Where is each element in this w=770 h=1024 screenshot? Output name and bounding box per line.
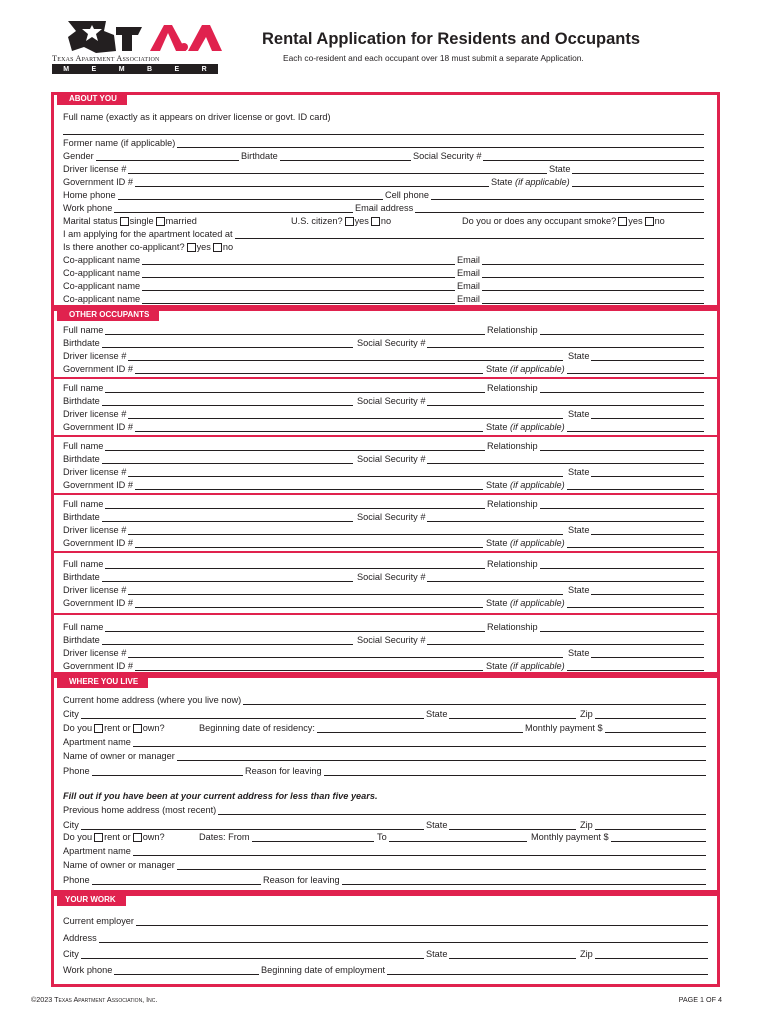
field-label: Apartment name (63, 846, 131, 856)
occupant-birthdate-field[interactable] (63, 571, 353, 583)
monthly-payment-field[interactable] (525, 722, 706, 734)
work-phone-field[interactable] (63, 202, 353, 214)
email-address-field[interactable] (355, 202, 704, 214)
gov-id-state-field[interactable] (491, 176, 704, 188)
if-applicable-note: (if applicable) (510, 598, 565, 608)
field-label: State (426, 709, 448, 719)
coapplicant-name-field[interactable] (63, 280, 455, 292)
other-occupants-section (51, 308, 720, 675)
logo-text: Texas Apartment Association (52, 54, 160, 63)
field-label: State (568, 648, 590, 658)
taa-logo (46, 17, 222, 75)
field-label: Social Security # (357, 572, 426, 582)
about-you-section (51, 92, 720, 308)
field-label: Social Security # (357, 396, 426, 406)
former-name-field[interactable] (63, 137, 704, 149)
field-label: Zip (580, 820, 593, 830)
field-label: City (63, 820, 79, 830)
occupant-government-id-field[interactable] (63, 363, 483, 375)
field-label: City (63, 949, 79, 959)
field-label: State (568, 467, 590, 477)
field-label: Birthdate (63, 338, 100, 348)
logo-letter: B (147, 65, 153, 73)
prev-owner-manager-field[interactable] (63, 859, 706, 871)
rent-label: rent or (104, 723, 131, 733)
occupant-driver-license-field[interactable] (63, 524, 563, 536)
field-label: Driver license # (63, 585, 127, 595)
driver-license-field[interactable] (63, 163, 547, 175)
current-address-field[interactable] (63, 694, 706, 706)
field-label: State (568, 585, 590, 595)
occupant-driver-license-field[interactable] (63, 647, 563, 659)
occupant-dl-state-field[interactable] (568, 524, 704, 536)
occupant-birthdate-field[interactable] (63, 337, 353, 349)
occupant-gov-id-state-field[interactable] (486, 363, 704, 375)
field-label: Driver license # (63, 351, 127, 361)
field-label: Previous home address (most recent) (63, 805, 217, 815)
occupant-driver-license-field[interactable] (63, 584, 563, 596)
field-label: Home phone (63, 190, 116, 200)
field-label: Full name (63, 622, 104, 632)
field-label: State (568, 409, 590, 419)
if-applicable-note: (if applicable) (510, 364, 565, 374)
employer-zip-field[interactable] (580, 948, 708, 960)
occupant-divider (51, 551, 720, 553)
occupant-divider (51, 613, 720, 615)
prev-rent-own-group (63, 831, 165, 843)
previous-address-field[interactable] (63, 804, 706, 816)
field-label: Monthly payment $ (525, 723, 603, 733)
field-label: Co-applicant name (63, 255, 141, 265)
field-label: Government ID # (63, 177, 133, 187)
field-label: State (if applicable) (486, 661, 565, 671)
field-label: Address (63, 933, 97, 943)
no-label: no (222, 242, 234, 252)
field-label: Birthdate (63, 512, 100, 522)
field-label: Beginning date of residency: (199, 723, 315, 733)
no-label: no (654, 216, 665, 226)
occupant-full-name-field[interactable] (63, 558, 485, 570)
field-label: Apartment name (63, 737, 131, 747)
field-label: State (549, 164, 571, 174)
occupant-relationship-field[interactable] (487, 440, 704, 452)
field-label: State (if applicable) (491, 177, 570, 187)
field-label: Full name (63, 325, 104, 335)
coapplicant-email-field[interactable] (457, 293, 704, 305)
field-label: Government ID # (63, 422, 133, 432)
if-applicable-note: (if applicable) (510, 661, 565, 671)
prev-state-field[interactable] (426, 819, 576, 831)
field-label: Current employer (63, 916, 134, 926)
field-label: Co-applicant name (63, 268, 141, 278)
home-phone-field[interactable] (63, 189, 383, 201)
beginning-residency-field[interactable] (199, 722, 523, 734)
yes-label: yes (354, 216, 369, 226)
gender-field[interactable] (63, 150, 239, 162)
field-label: Driver license # (63, 525, 127, 535)
field-label: Relationship (487, 499, 538, 509)
own-label: own? (142, 723, 165, 733)
single-label: single (129, 216, 154, 226)
full-name-line[interactable] (63, 124, 704, 136)
occupant-divider (51, 377, 720, 379)
field-label: Social Security # (357, 454, 426, 464)
field-label: Social Security # (357, 635, 426, 645)
field-label: Email (457, 281, 480, 291)
occupant-full-name-field[interactable] (63, 324, 485, 336)
do-you-label: Do you (63, 832, 93, 842)
prev-reason-leaving-field[interactable] (263, 874, 706, 886)
own-label: own? (142, 832, 165, 842)
prev-monthly-payment-field[interactable] (531, 831, 706, 843)
field-label: Email (457, 294, 480, 304)
field-label: State (if applicable) (486, 598, 565, 608)
yes-label: yes (196, 242, 211, 252)
field-label: Phone (63, 766, 90, 776)
do-you-label: Do you (63, 723, 93, 733)
occupant-divider (51, 435, 720, 437)
single-checkbox[interactable] (120, 217, 129, 226)
us-citizen-label: U.S. citizen? (291, 216, 343, 226)
page-subtitle: Each co-resident and each occupant over 18 must submit a separate Application. (283, 53, 584, 63)
full-name-field[interactable] (63, 111, 443, 123)
field-label: Zip (580, 709, 593, 719)
coapplicant-yes-checkbox[interactable] (187, 243, 196, 252)
coapplicant-email-field[interactable] (457, 254, 704, 266)
occupant-driver-license-field[interactable] (63, 350, 563, 362)
field-label: Government ID # (63, 480, 133, 490)
occupant-ssn-field[interactable] (357, 634, 704, 646)
prev-rent-checkbox[interactable] (94, 833, 103, 842)
field-label: Work phone (63, 203, 113, 213)
field-label: City (63, 709, 79, 719)
field-label: Relationship (487, 622, 538, 632)
field-label: Relationship (487, 559, 538, 569)
field-label: Birthdate (241, 151, 278, 161)
smoke-label: Do you or does any occupant smoke? (462, 216, 617, 226)
field-label: Driver license # (63, 467, 127, 477)
employer-state-field[interactable] (426, 948, 576, 960)
no-label: no (380, 216, 392, 226)
another-coapplicant-group (63, 241, 233, 253)
employer-address-field[interactable] (63, 932, 708, 944)
where-you-live-section (51, 675, 720, 893)
field-label: Email address (355, 203, 414, 213)
note-text: Fill out if you have been at your current address for less than five years. (63, 791, 378, 801)
occupant-full-name-field[interactable] (63, 382, 485, 394)
five-years-note (63, 790, 378, 802)
logo-member-bar (52, 64, 218, 74)
citizen-no-checkbox[interactable] (371, 217, 380, 226)
logo-letter: M (63, 65, 70, 73)
apartment-name-field[interactable] (63, 736, 706, 748)
if-applicable-note: (if applicable) (510, 538, 565, 548)
smoke-no-checkbox[interactable] (645, 217, 654, 226)
field-label: Government ID # (63, 598, 133, 608)
coapplicant-name-field[interactable] (63, 293, 455, 305)
field-label: Cell phone (385, 190, 429, 200)
field-label: Social Security # (357, 512, 426, 522)
owner-manager-field[interactable] (63, 750, 706, 762)
city-field[interactable] (63, 708, 424, 720)
logo-letter: E (174, 65, 180, 73)
phone-field[interactable] (63, 765, 243, 777)
coapplicant-name-field[interactable] (63, 254, 455, 266)
field-label: State (568, 351, 590, 361)
field-label: Co-applicant name (63, 281, 141, 291)
field-label: Gender (63, 151, 94, 161)
occupant-ssn-field[interactable] (357, 511, 704, 523)
field-label: Monthly payment $ (531, 832, 609, 842)
occupant-full-name-field[interactable] (63, 440, 485, 452)
your-work-section (51, 893, 720, 987)
field-label: State (if applicable) (486, 364, 565, 374)
field-label: Social Security # (357, 338, 426, 348)
field-label: Birthdate (63, 635, 100, 645)
citizen-yes-checkbox[interactable] (345, 217, 354, 226)
field-label: State (568, 525, 590, 535)
marital-status-group (63, 215, 197, 227)
marital-status-label: Marital status (63, 216, 118, 226)
if-applicable-note: (if applicable) (510, 422, 565, 432)
logo-letter: R (201, 65, 207, 73)
if-applicable-note: (if applicable) (510, 480, 565, 490)
coapplicant-no-checkbox[interactable] (213, 243, 222, 252)
field-label: Phone (63, 875, 90, 885)
occupant-gov-id-state-field[interactable] (486, 421, 704, 433)
ssn-field[interactable] (413, 150, 704, 162)
field-label: Full name (exactly as it appears on driver license or govt. ID card) (63, 112, 331, 122)
cell-phone-field[interactable] (385, 189, 704, 201)
occupant-full-name-field[interactable] (63, 498, 485, 510)
coapplicant-email-field[interactable] (457, 267, 704, 279)
field-label: Birthdate (63, 454, 100, 464)
section-tab: YOUR WORK (57, 893, 126, 906)
smoke-group (462, 215, 665, 227)
coapplicant-name-field[interactable] (63, 267, 455, 279)
field-label: Email (457, 255, 480, 265)
occupant-ssn-field[interactable] (357, 571, 704, 583)
field-label: Work phone (63, 965, 113, 975)
occupant-ssn-field[interactable] (357, 395, 704, 407)
field-label: Name of owner or manager (63, 860, 175, 870)
yes-label: yes (628, 216, 643, 226)
section-tab: OTHER OCCUPANTS (57, 308, 159, 321)
occupant-government-id-field[interactable] (63, 597, 483, 609)
government-id-field[interactable] (63, 176, 489, 188)
birthdate-field[interactable] (241, 150, 411, 162)
field-label: Current home address (where you live now) (63, 695, 242, 705)
field-label: Relationship (487, 325, 538, 335)
occupant-relationship-field[interactable] (487, 382, 704, 394)
field-label: Social Security # (413, 151, 482, 161)
page-title: Rental Application for Residents and Occupants (262, 30, 641, 48)
current-employer-field[interactable] (63, 915, 708, 927)
field-label: Co-applicant name (63, 294, 141, 304)
field-label: Relationship (487, 441, 538, 451)
occupant-dl-state-field[interactable] (568, 584, 704, 596)
prev-city-field[interactable] (63, 819, 424, 831)
field-label: Full name (63, 559, 104, 569)
occupant-government-id-field[interactable] (63, 660, 483, 672)
field-label: Name of owner or manager (63, 751, 175, 761)
rent-own-group (63, 722, 165, 734)
if-applicable-note: (if applicable) (515, 177, 570, 187)
texas-logo-graphic (46, 17, 222, 57)
occupant-relationship-field[interactable] (487, 621, 704, 633)
us-citizen-group (291, 215, 391, 227)
field-label: State (if applicable) (486, 480, 565, 490)
employment-date-field[interactable] (261, 964, 708, 976)
field-label: Reason for leaving (245, 766, 322, 776)
field-label: State (426, 949, 448, 959)
reason-leaving-field[interactable] (245, 765, 706, 777)
occupant-gov-id-state-field[interactable] (486, 597, 704, 609)
married-checkbox[interactable] (156, 217, 165, 226)
occupant-relationship-field[interactable] (487, 324, 704, 336)
occupant-government-id-field[interactable] (63, 479, 483, 491)
field-label: State (426, 820, 448, 830)
field-label: Relationship (487, 383, 538, 393)
occupant-birthdate-field[interactable] (63, 453, 353, 465)
occupant-driver-license-field[interactable] (63, 466, 563, 478)
field-label: Driver license # (63, 409, 127, 419)
dl-state-field[interactable] (549, 163, 704, 175)
logo-letter: E (91, 65, 97, 73)
rent-checkbox[interactable] (94, 724, 103, 733)
prev-phone-field[interactable] (63, 874, 261, 886)
work-phone-field[interactable] (63, 964, 259, 976)
field-label: Former name (if applicable) (63, 138, 176, 148)
copyright: ©2023 Texas Apartment Association, Inc. (31, 995, 158, 1004)
field-label: To (377, 832, 387, 842)
occupant-dl-state-field[interactable] (568, 647, 704, 659)
occupant-relationship-field[interactable] (487, 558, 704, 570)
field-label: Zip (580, 949, 593, 959)
coapplicant-email-field[interactable] (457, 280, 704, 292)
field-label: Government ID # (63, 364, 133, 374)
field-label: I am applying for the apartment located at (63, 229, 233, 239)
occupant-dl-state-field[interactable] (568, 408, 704, 420)
page-number: PAGE 1 OF 4 (678, 995, 722, 1004)
zip-field[interactable] (580, 708, 706, 720)
field-label: State (if applicable) (486, 422, 565, 432)
logo-letter: M (118, 65, 125, 73)
occupant-divider (51, 493, 720, 495)
rent-label: rent or (104, 832, 131, 842)
field-label: Driver license # (63, 164, 127, 174)
field-label: Birthdate (63, 572, 100, 582)
occupant-dl-state-field[interactable] (568, 466, 704, 478)
occupant-gov-id-state-field[interactable] (486, 660, 704, 672)
occupant-relationship-field[interactable] (487, 498, 704, 510)
occupant-driver-license-field[interactable] (63, 408, 563, 420)
occupant-government-id-field[interactable] (63, 537, 483, 549)
dates-to-field[interactable] (377, 831, 527, 843)
section-tab: ABOUT YOU (57, 92, 127, 105)
occupant-gov-id-state-field[interactable] (486, 537, 704, 549)
prev-own-checkbox[interactable] (133, 833, 142, 842)
field-label: Full name (63, 441, 104, 451)
section-tab: WHERE YOU LIVE (57, 675, 148, 688)
occupant-birthdate-field[interactable] (63, 395, 353, 407)
occupant-government-id-field[interactable] (63, 421, 483, 433)
occupant-ssn-field[interactable] (357, 453, 704, 465)
occupant-full-name-field[interactable] (63, 621, 485, 633)
field-label: State (if applicable) (486, 538, 565, 548)
field-label: Government ID # (63, 538, 133, 548)
field-label: Driver license # (63, 648, 127, 658)
field-label: Reason for leaving (263, 875, 340, 885)
field-label: Government ID # (63, 661, 133, 671)
married-label: married (165, 216, 197, 226)
field-label: Full name (63, 499, 104, 509)
occupant-birthdate-field[interactable] (63, 634, 353, 646)
occupant-birthdate-field[interactable] (63, 511, 353, 523)
smoke-yes-checkbox[interactable] (618, 217, 627, 226)
field-label: Email (457, 268, 480, 278)
field-label: Beginning date of employment (261, 965, 386, 975)
state-field[interactable] (426, 708, 576, 720)
occupant-dl-state-field[interactable] (568, 350, 704, 362)
field-label: Full name (63, 383, 104, 393)
field-label: Dates: From (199, 832, 250, 842)
occupant-gov-id-state-field[interactable] (486, 479, 704, 491)
prev-zip-field[interactable] (580, 819, 706, 831)
own-checkbox[interactable] (133, 724, 142, 733)
dates-from-field[interactable] (199, 831, 374, 843)
apartment-address-field[interactable] (63, 228, 704, 240)
field-label: Birthdate (63, 396, 100, 406)
employer-city-field[interactable] (63, 948, 424, 960)
another-coapplicant-label: Is there another co-applicant? (63, 242, 185, 252)
occupant-ssn-field[interactable] (357, 337, 704, 349)
prev-apartment-name-field[interactable] (63, 845, 706, 857)
